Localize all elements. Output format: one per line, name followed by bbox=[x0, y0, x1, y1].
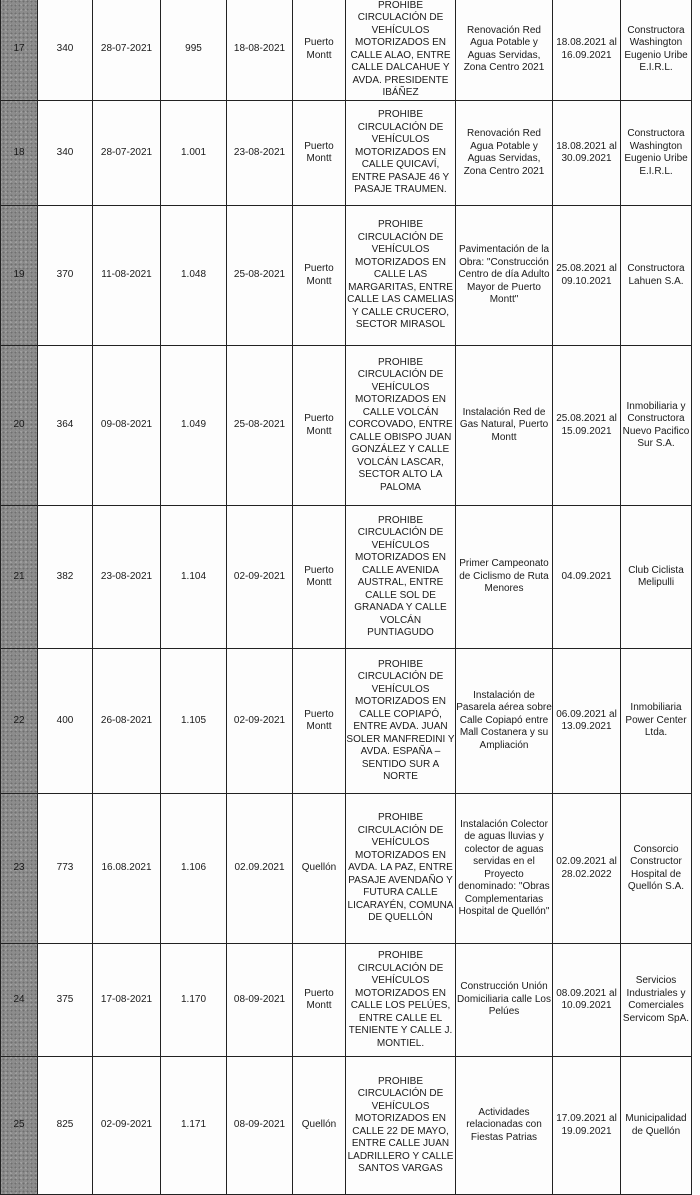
commune: Quellón bbox=[293, 794, 346, 944]
work-description: Renovación Red Agua Potable y Aguas Servidas, Zona Centro 2021 bbox=[456, 0, 553, 101]
restriction-description: PROHIBE CIRCULACIÓN DE VEHÍCULOS MOTORIZADOS EN CALLE COPIAPÓ, ENTRE AVDA. JUAN SOLER MANFREDINI Y AVDA. ESPAÑA – SENTIDO SUR A NORTE bbox=[346, 649, 456, 794]
resolution-number: 1.170 bbox=[161, 944, 227, 1057]
company: Inmobiliaria y Constructora Nuevo Pacifico Sur S.A. bbox=[621, 346, 692, 506]
decree-number: 773 bbox=[38, 794, 93, 944]
decree-number: 825 bbox=[38, 1057, 93, 1195]
resolution-number: 1.104 bbox=[161, 506, 227, 649]
row-number: 19 bbox=[1, 206, 38, 346]
resolution-number: 1.049 bbox=[161, 346, 227, 506]
decree-number: 364 bbox=[38, 346, 93, 506]
resolution-date: 02-09-2021 bbox=[227, 649, 293, 794]
period: 08.09.2021 al 10.09.2021 bbox=[553, 944, 621, 1057]
resolution-number: 1.048 bbox=[161, 206, 227, 346]
restriction-description: PROHIBE CIRCULACIÓN DE VEHÍCULOS MOTORIZADOS EN CALLE LOS PELÚES, ENTRE CALLE EL TENIENTE Y CALLE J. MONTIEL. bbox=[346, 944, 456, 1057]
period: 25.08.2021 al 15.09.2021 bbox=[553, 346, 621, 506]
resolution-number: 1.171 bbox=[161, 1057, 227, 1195]
table-row bbox=[1, 0, 692, 101]
work-description: Instalación Red de Gas Natural, Puerto Montt bbox=[456, 346, 553, 506]
resolution-number: 1.106 bbox=[161, 794, 227, 944]
row-number: 22 bbox=[1, 649, 38, 794]
commune: Puerto Montt bbox=[293, 101, 346, 206]
company: Municipalidad de Quellón bbox=[621, 1057, 692, 1195]
resolution-number: 1.105 bbox=[161, 649, 227, 794]
commune: Puerto Montt bbox=[293, 0, 346, 101]
table-row bbox=[1, 101, 692, 206]
work-description: Pavimentación de la Obra: "Construcción Centro de día Adulto Mayor de Puerto Montt" bbox=[456, 206, 553, 346]
restriction-description: PROHIBE CIRCULACIÓN DE VEHÍCULOS MOTORIZADOS EN CALLE VOLCÁN CORCOVADO, ENTRE CALLE OBISPO JUAN GONZÁLEZ Y CALLE VOLCÁN LASCAR, SECTOR ALTO LA PALOMA bbox=[346, 346, 456, 506]
period: 18.08.2021 al 16.09.2021 bbox=[553, 0, 621, 101]
period: 17.09.2021 al 19.09.2021 bbox=[553, 1057, 621, 1195]
decree-date: 28-07-2021 bbox=[93, 0, 161, 101]
company: Constructora Washington Eugenio Uribe E.I.R.L. bbox=[621, 0, 692, 101]
decree-number: 400 bbox=[38, 649, 93, 794]
row-number: 21 bbox=[1, 506, 38, 649]
decree-number: 382 bbox=[38, 506, 93, 649]
table-row bbox=[1, 206, 692, 346]
resolution-date: 08-09-2021 bbox=[227, 944, 293, 1057]
work-description: Construcción Unión Domiciliaria calle Los Pelúes bbox=[456, 944, 553, 1057]
row-number: 18 bbox=[1, 101, 38, 206]
commune: Puerto Montt bbox=[293, 506, 346, 649]
table-body bbox=[1, 0, 692, 1195]
company: Club Ciclista Melipulli bbox=[621, 506, 692, 649]
table-row bbox=[1, 649, 692, 794]
company: Constructora Lahuen S.A. bbox=[621, 206, 692, 346]
resolution-date: 25-08-2021 bbox=[227, 206, 293, 346]
commune: Puerto Montt bbox=[293, 944, 346, 1057]
commune: Quellón bbox=[293, 1057, 346, 1195]
resolution-date: 08-09-2021 bbox=[227, 1057, 293, 1195]
row-number: 25 bbox=[1, 1057, 38, 1195]
commune: Puerto Montt bbox=[293, 346, 346, 506]
resolution-number: 995 bbox=[161, 0, 227, 101]
restriction-description: PROHIBE CIRCULACIÓN DE VEHÍCULOS MOTORIZADOS EN CALLE ALAO, ENTRE CALLE DALCAHUE Y AVDA. PRESIDENTE IBÁÑEZ bbox=[346, 0, 456, 101]
decree-date: 02-09-2021 bbox=[93, 1057, 161, 1195]
work-description: Instalación de Pasarela aérea sobre Calle Copiapó entre Mall Costanera y su Ampliación bbox=[456, 649, 553, 794]
decree-date: 23-08-2021 bbox=[93, 506, 161, 649]
row-number: 17 bbox=[1, 0, 38, 101]
period: 25.08.2021 al 09.10.2021 bbox=[553, 206, 621, 346]
company: Constructora Washington Eugenio Uribe E.I.R.L. bbox=[621, 101, 692, 206]
period: 06.09.2021 al 13.09.2021 bbox=[553, 649, 621, 794]
decree-date: 17-08-2021 bbox=[93, 944, 161, 1057]
resolution-date: 23-08-2021 bbox=[227, 101, 293, 206]
resolution-date: 02.09.2021 bbox=[227, 794, 293, 944]
row-number: 23 bbox=[1, 794, 38, 944]
period: 18.08.2021 al 30.09.2021 bbox=[553, 101, 621, 206]
resolution-date: 18-08-2021 bbox=[227, 0, 293, 101]
restriction-description: PROHIBE CIRCULACIÓN DE VEHÍCULOS MOTORIZADOS EN CALLE 22 DE MAYO, ENTRE CALLE JUAN LADRILLERO Y CALLE SANTOS VARGAS bbox=[346, 1057, 456, 1195]
table-row bbox=[1, 794, 692, 944]
restriction-description: PROHIBE CIRCULACIÓN DE VEHÍCULOS MOTORIZADOS EN AVDA. LA PAZ, ENTRE PASAJE AVENDAÑO Y FUTURA CALLE LICARAYÉN, COMUNA DE QUELLÓN bbox=[346, 794, 456, 944]
work-description: Renovación Red Agua Potable y Aguas Servidas, Zona Centro 2021 bbox=[456, 101, 553, 206]
decree-date: 16.08.2021 bbox=[93, 794, 161, 944]
work-description: Instalación Colector de aguas lluvias y colector de aguas servidas en el Proyecto denominado: "Obras Complementarias Hospital de Quellón" bbox=[456, 794, 553, 944]
resolution-number: 1.001 bbox=[161, 101, 227, 206]
commune: Puerto Montt bbox=[293, 206, 346, 346]
decree-number: 340 bbox=[38, 101, 93, 206]
decree-date: 26-08-2021 bbox=[93, 649, 161, 794]
restriction-description: PROHIBE CIRCULACIÓN DE VEHÍCULOS MOTORIZADOS EN CALLE LAS MARGARITAS, ENTRE CALLE LAS CAMELIAS Y CALLE CRUCERO, SECTOR MIRASOL bbox=[346, 206, 456, 346]
decree-number: 375 bbox=[38, 944, 93, 1057]
company: Servicios Industriales y Comerciales Servicom SpA. bbox=[621, 944, 692, 1057]
table-row bbox=[1, 944, 692, 1057]
decree-date: 09-08-2021 bbox=[93, 346, 161, 506]
decree-date: 11-08-2021 bbox=[93, 206, 161, 346]
row-number: 24 bbox=[1, 944, 38, 1057]
table-row bbox=[1, 1057, 692, 1195]
decree-number: 340 bbox=[38, 0, 93, 101]
resolution-date: 02-09-2021 bbox=[227, 506, 293, 649]
table-row bbox=[1, 346, 692, 506]
decree-number: 370 bbox=[38, 206, 93, 346]
period: 02.09.2021 al 28.02.2022 bbox=[553, 794, 621, 944]
work-description: Primer Campeonato de Ciclismo de Ruta Menores bbox=[456, 506, 553, 649]
company: Inmobiliaria Power Center Ltda. bbox=[621, 649, 692, 794]
company: Consorcio Constructor Hospital de Quellón S.A. bbox=[621, 794, 692, 944]
work-description: Actividades relacionadas con Fiestas Patrias bbox=[456, 1057, 553, 1195]
resolution-date: 25-08-2021 bbox=[227, 346, 293, 506]
restriction-description: PROHIBE CIRCULACIÓN DE VEHÍCULOS MOTORIZADOS EN CALLE AVENIDA AUSTRAL, ENTRE CALLE SOL DE GRANADA Y CALLE VOLCÁN PUNTIAGUDO bbox=[346, 506, 456, 649]
period: 04.09.2021 bbox=[553, 506, 621, 649]
row-number: 20 bbox=[1, 346, 38, 506]
restriction-description: PROHIBE CIRCULACIÓN DE VEHÍCULOS MOTORIZADOS EN CALLE QUICAVÍ, ENTRE PASAJE 46 Y PASAJE TRAUMEN. bbox=[346, 101, 456, 206]
decree-date: 28-07-2021 bbox=[93, 101, 161, 206]
table-row bbox=[1, 506, 692, 649]
commune: Puerto Montt bbox=[293, 649, 346, 794]
